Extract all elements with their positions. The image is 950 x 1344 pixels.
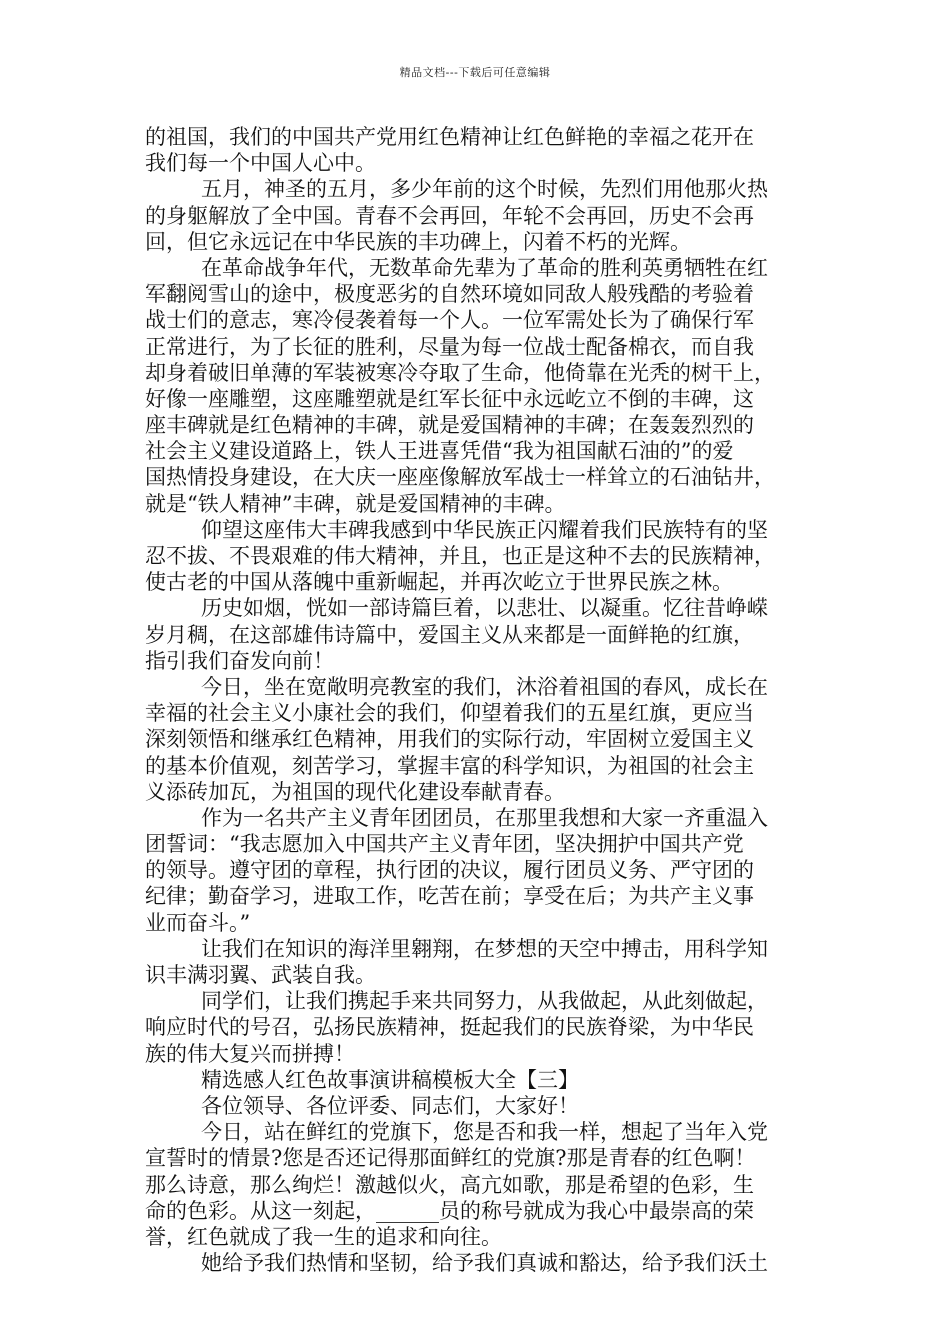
- text-line: 使古老的中国从落魄中重新崛起，并再次屹立于世界民族之林。: [145, 570, 733, 595]
- text-line: 精选感人红色故事演讲稿模板大全【三】: [201, 1067, 579, 1092]
- text-line: 军翻阅雪山的途中，极度恶劣的自然环境如同敌人般残酷的考验着: [145, 282, 754, 307]
- text-line: 回，但它永远记在中华民族的丰功碑上，闪着不朽的光辉。: [145, 229, 691, 254]
- text-line: 深刻领悟和继承红色精神，用我们的实际行动，牢固树立爱国主义: [145, 727, 754, 752]
- text-line: 的领导。遵守团的章程，执行团的决议，履行团员义务、严守团的: [145, 858, 754, 883]
- text-line: 各位领导、各位评委、同志们，大家好！: [201, 1093, 579, 1118]
- text-line: 的身躯解放了全中国。青春不会再回，年轮不会再回，历史不会再: [145, 203, 754, 228]
- text-line: 就是“铁人精神”丰碑，就是爱国精神的丰碑。: [145, 491, 566, 516]
- text-line: 却身着破旧单薄的军装被寒冷夺取了生命，他倚靠在光秃的树干上，: [145, 360, 775, 385]
- text-line: 族的伟大复兴而拼搏！: [145, 1041, 355, 1066]
- text-line: 义添砖加瓦，为祖国的现代化建设奉献青春。: [145, 779, 565, 804]
- text-line: 战士们的意志，寒冷侵袭着每一个人。一位军需处长为了确保行军: [145, 308, 754, 333]
- document-body: [145, 124, 807, 1276]
- text-line: 座丰碑就是红色精神的丰碑，就是爱国精神的丰碑；在轰轰烈烈的: [145, 413, 754, 438]
- text-line: 宣誓时的情景?您是否还记得那面鲜红的党旗?那是青春的红色啊！: [145, 1146, 756, 1171]
- text-line: 今日，站在鲜红的党旗下，您是否和我一样，想起了当年入党: [201, 1120, 768, 1145]
- text-line: 五月，神圣的五月，多少年前的这个时候，先烈们用他那火热: [201, 177, 768, 202]
- text-line: 历史如烟，恍如一部诗篇巨着，以悲壮、以凝重。忆往昔峥嵘: [201, 596, 768, 621]
- text-line: 她给予我们热情和坚韧，给予我们真诚和豁达，给予我们沃土: [201, 1251, 768, 1276]
- text-line: 同学们，让我们携起手来共同努力，从我做起，从此刻做起，: [201, 989, 768, 1014]
- text-line: 正常进行，为了长征的胜利，尽量为每一位战士配备棉衣，而自我: [145, 334, 754, 359]
- text-line: 社会主义建设道路上，铁人王进喜凭借“我为祖国献石油的”的爱: [145, 439, 734, 464]
- text-line: 仰望这座伟大丰碑我感到中华民族正闪耀着我们民族特有的坚: [201, 517, 768, 542]
- text-line: 让我们在知识的海洋里翱翔，在梦想的天空中搏击，用科学知: [201, 936, 768, 961]
- text-line: 业而奋斗。”: [145, 910, 251, 935]
- text-line: 指引我们奋发向前！: [145, 648, 334, 673]
- text-line: 纪律；勤奋学习，进取工作，吃苦在前；享受在后；为共产主义事: [145, 884, 754, 909]
- text-line: 命的色彩。从这一刻起，______员的称号就成为我心中最崇高的荣: [145, 1198, 754, 1223]
- text-line: 我们每一个中国人心中。: [145, 151, 376, 176]
- text-line: 那么诗意，那么绚烂！激越似火，高亢如歌，那是希望的色彩，生: [145, 1172, 754, 1197]
- text-line: 今日，坐在宽敞明亮教室的我们，沐浴着祖国的春风，成长在: [201, 674, 768, 699]
- text-line: 作为一名共产主义青年团团员，在那里我想和大家一齐重温入: [201, 805, 768, 830]
- text-line: 好像一座雕塑，这座雕塑就是红军长征中永远屹立不倒的丰碑，这: [145, 386, 754, 411]
- text-line: 忍不拔、不畏艰难的伟大精神，并且，也正是这种不去的民族精神，: [145, 544, 775, 568]
- text-line: 在革命战争年代，无数革命先辈为了革命的胜利英勇牺牲在红: [201, 255, 768, 280]
- text-line: 团誓词：“我志愿加入中国共产主义青年团，坚决拥护中国共产党: [145, 832, 744, 857]
- text-line: 识丰满羽翼、武装自我。: [145, 963, 376, 987]
- text-line: 誉，红色就成了我一生的追求和向往。: [145, 1224, 502, 1249]
- text-line: 的基本价值观，刻苦学习，掌握丰富的科学知识，为祖国的社会主: [145, 753, 754, 778]
- text-line: 的祖国，我们的中国共产党用红色精神让红色鲜艳的幸福之花开在: [145, 125, 754, 149]
- text-line: 岁月稠，在这部雄伟诗篇中，爱国主义从来都是一面鲜艳的红旗，: [145, 622, 754, 647]
- text-line: 国热情投身建设，在大庆一座座像解放军战士一样耸立的石油钻井，: [145, 465, 775, 490]
- text-line: 幸福的社会主义小康社会的我们，仰望着我们的五星红旗，更应当: [145, 701, 754, 726]
- page-header: 精品文档---下载后可任意编辑: [399, 66, 551, 79]
- text-line: 响应时代的号召，弘扬民族精神，挺起我们的民族脊梁，为中华民: [145, 1015, 754, 1040]
